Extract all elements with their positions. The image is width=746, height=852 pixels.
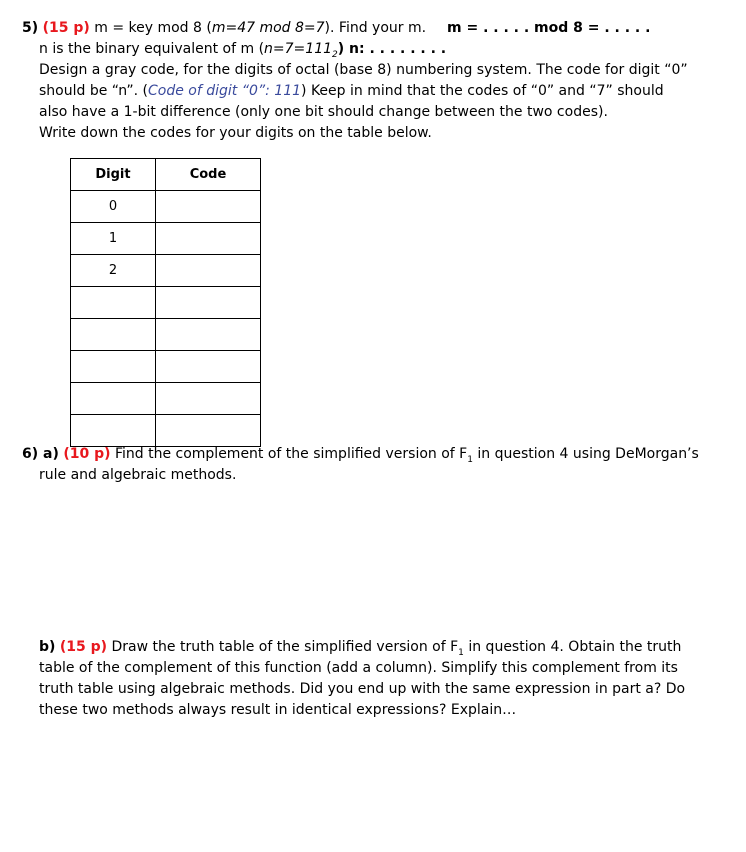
q6b-number: b) [39,639,56,655]
table-row [71,415,261,447]
q6a-text-1: Find the complement of the simplified version of F [114,446,468,462]
digit-cell[interactable] [71,319,156,351]
q5-line4-b: ) Keep in mind that the codes of “0” and “7” should [301,83,664,99]
q6b-line-3: truth table using algebraic methods. Did you end up with the same expression in part a? Do [39,681,686,697]
q5-line-3: Design a gray code, for the digits of octal (base 8) numbering system. The code for digit “0” [39,62,688,78]
table-row [71,287,261,319]
q6b-text-1-end: in question 4. Obtain the truth [463,639,682,655]
q5-example-m: m=47 mod 8=7 [211,20,325,36]
q5-line4-a: should be “n”. ( [39,83,148,99]
code-cell[interactable] [156,223,261,255]
q6a-text-1-end: in question 4 using DeMorgan’s [472,446,699,462]
digit-cell[interactable] [71,415,156,447]
q5-example-n-sub: 2 [332,49,338,60]
code-cell[interactable] [156,255,261,287]
q6b-line-2: table of the complement of this function (add a column). Simplify this complement from its [39,660,678,676]
q5-line4-example: Code of digit “0”: 111 [148,83,302,99]
q5-points: (15 p) [42,20,90,36]
q6b-sub: 1 [458,647,464,658]
q6a-points: (10 p) [63,446,111,462]
q6a-sub: 1 [467,454,473,465]
digit-cell[interactable] [71,287,156,319]
table-row [71,191,261,223]
q5-text-2: ). Find your m. [324,20,427,36]
q5-n-blank: ) n: . . . . . . . . [337,41,447,57]
q6b-points: (15 p) [59,639,108,655]
code-cell[interactable] [156,383,261,415]
table-row [71,351,261,383]
q5-text-1: m = key mod 8 ( [94,20,212,36]
q5-line-6: Write down the codes for your digits on the table below. [39,125,432,141]
q6a-line-2: rule and algebraic methods. [39,467,237,483]
table-row [71,383,261,415]
digit-cell[interactable] [71,383,156,415]
code-cell[interactable] [156,191,261,223]
q6b-text-1: Draw the truth table of the simplified version of F [111,639,459,655]
q5-line2-text: n is the binary equivalent of m ( [39,41,265,57]
q6b-line-4: these two methods always result in identical expressions? Explain… [39,702,517,718]
digit-header: Digit [71,159,156,191]
q5-line-5: also have a 1-bit difference (only one bit should change between the two codes). [39,104,608,120]
digit-cell: 1 [71,223,156,255]
code-cell[interactable] [156,351,261,383]
digit-cell: 2 [71,255,156,287]
code-header: Code [156,159,261,191]
digit-cell: 0 [71,191,156,223]
gray-code-table [70,158,261,447]
q5-example-n: n=7=111 [264,41,333,57]
code-cell[interactable] [156,319,261,351]
q5-line-4 [39,81,664,101]
q6a-number: 6) a) [22,446,59,462]
code-cell[interactable] [156,287,261,319]
table-header-row [71,159,261,191]
q5-line-1 [22,18,426,38]
q5-number: 5) [22,20,39,36]
table-row [71,223,261,255]
digit-cell[interactable] [71,351,156,383]
q5-m-blank: m = . . . . . mod 8 = . . . . . [447,20,651,36]
table-row [71,255,261,287]
code-cell[interactable] [156,415,261,447]
table-row [71,319,261,351]
